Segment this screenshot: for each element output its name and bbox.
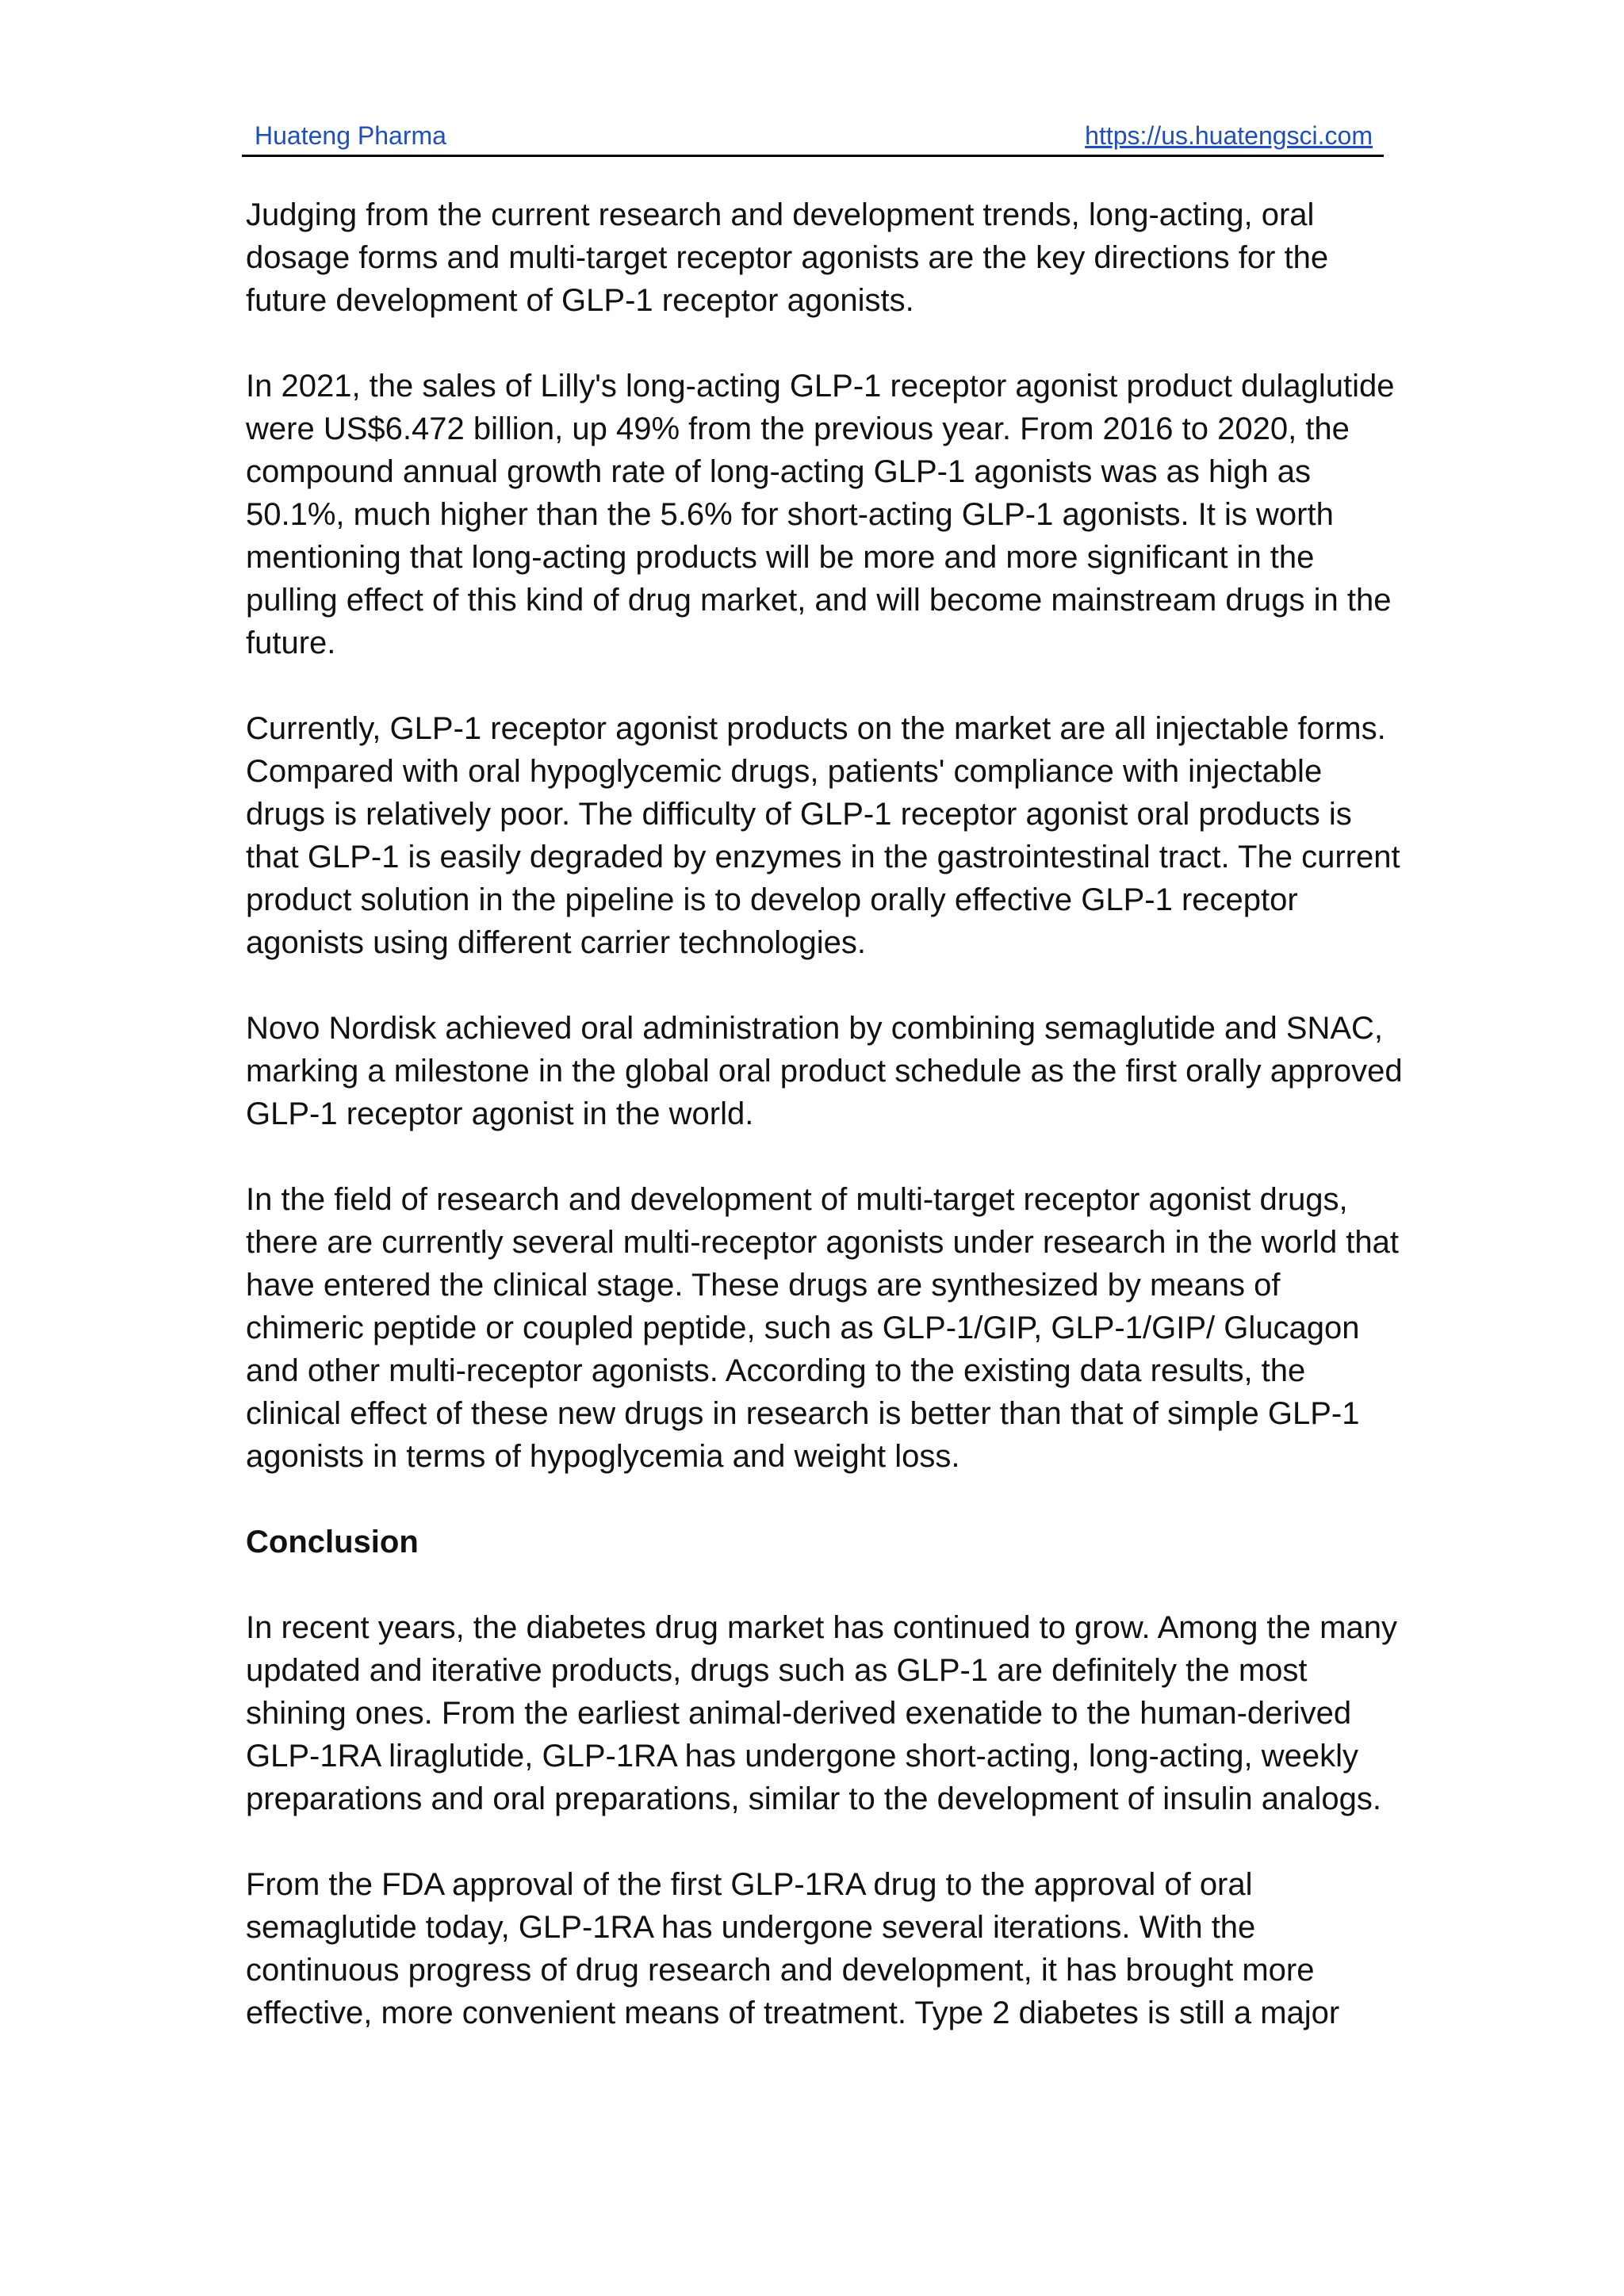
paragraph-fda-approval: From the FDA approval of the first GLP-1RA drug to the approval of oral semaglutide today, GLP-1RA has undergone several iterations. With the continuous progress of drug research and development, it has brought more effective, more convenient means of treatment. Type 2 diabetes is still a major <box>246 1867 1340 2030</box>
header-url-link[interactable]: https://us.huatengsci.com <box>1085 121 1373 150</box>
page-header <box>242 115 1384 157</box>
paragraph-injectable-forms: Currently, GLP-1 receptor agonist products on the market are all injectable forms. Compared with oral hypoglycemic drugs, patients' compliance with injectable drugs is relatively poor. The difficulty of GLP-1 receptor agonist oral products is that GLP-1 is easily degraded by enzymes in the gastrointestinal tract. The current product solution in the pipeline is to develop orally effective GLP-1 receptor agonists using different carrier technologies. <box>246 711 1400 960</box>
paragraph-sales: In 2021, the sales of Lilly's long-acting GLP-1 receptor agonist product dulaglutide were US$6.472 billion, up 49% from the previous year. From 2016 to 2020, the compound annual growth rate of long-acting GLP-1 agonists was as high as 50.1%, much higher than the 5.6% for short-acting GLP-1 agonists. It is worth mentioning that long-acting products will be more and more significant in the pulling effect of this kind of drug market, and will become mainstream drugs in the future. <box>246 369 1395 660</box>
paragraph-multi-target: In the field of research and development of multi-target receptor agonist drugs, there are currently several multi-receptor agonists under research in the world that have entered the clinical stage. These drugs are synthesized by means of chimeric peptide or coupled peptide, such as GLP-1/GIP, GLP-1/GIP/ Glucagon and other multi-receptor agonists. According to the existing data results, the clinical effect of these new drugs in research is better than that of simple GLP-1 agonists in terms of hypoglycemia and weight loss. <box>246 1182 1400 1474</box>
document-body <box>246 193 1404 2077</box>
conclusion-heading: Conclusion <box>246 1525 419 1559</box>
header-brand-link[interactable]: Huateng Pharma <box>255 121 446 150</box>
paragraph-novo-nordisk: Novo Nordisk achieved oral administration by combining semaglutide and SNAC, marking a milestone in the global oral product schedule as the first orally approved GLP-1 receptor agonist in the world. <box>246 1011 1403 1131</box>
paragraph-trends: Judging from the current research and development trends, long-acting, oral dosage forms and multi-target receptor agonists are the key directions for the future development of GLP-1 receptor agonists. <box>246 197 1329 318</box>
paragraph-market-growth: In recent years, the diabetes drug market has continued to grow. Among the many updated and iterative products, drugs such as GLP-1 are definitely the most shining ones. From the earliest animal-derived exenatide to the human-derived GLP-1RA liraglutide, GLP-1RA has undergone short-acting, long-acting, weekly preparations and oral preparations, similar to the development of insulin analogs. <box>246 1610 1397 1816</box>
